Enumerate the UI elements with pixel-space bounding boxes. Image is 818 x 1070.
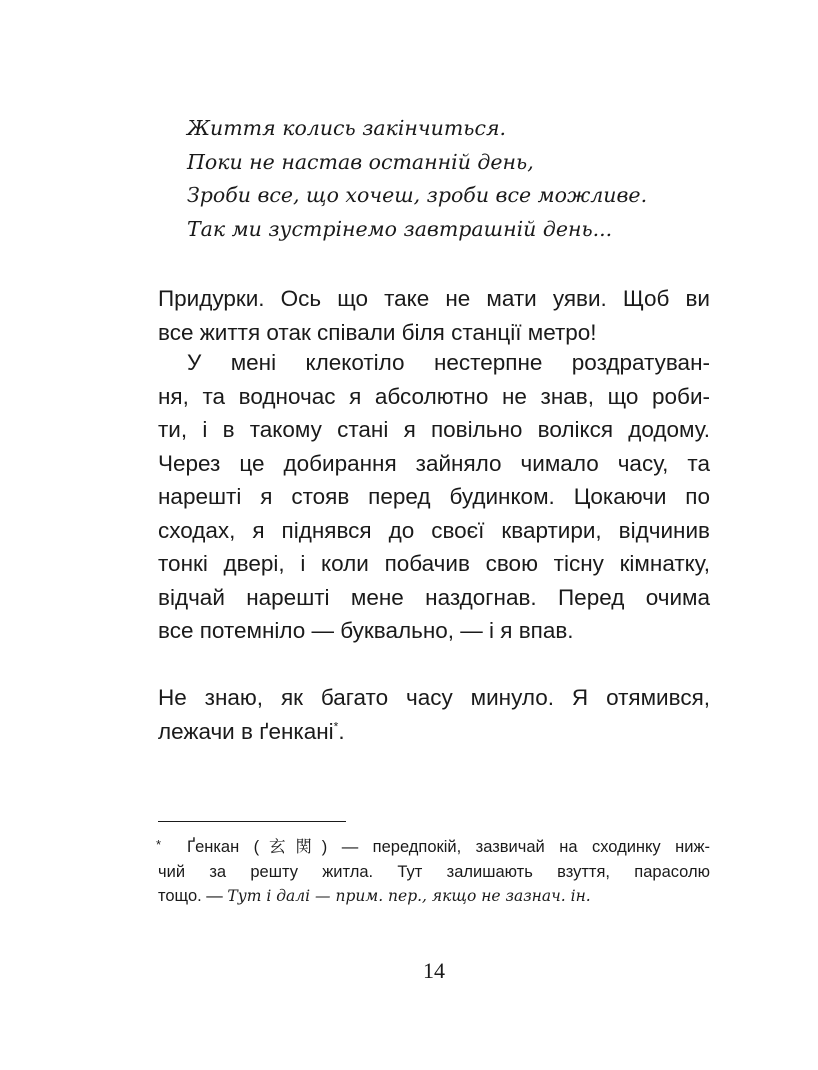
text-line: відчай нарешті мене наздогнав. Перед очима xyxy=(158,584,710,610)
poem-line: Поки не настав останній день, xyxy=(187,149,534,174)
text-segment: . xyxy=(338,718,345,744)
paragraph-3 xyxy=(158,681,710,748)
footnote-line xyxy=(158,884,710,909)
poem-block xyxy=(187,112,647,246)
text-line: сходах, я піднявся до своєї квартири, відчинив xyxy=(158,517,710,543)
footnote-line: чий за решту житла. Тут залишають взуття, парасолю xyxy=(158,862,710,881)
footnote-reference[interactable]: * xyxy=(333,719,339,733)
text-line xyxy=(158,715,710,749)
footnote-marker: * xyxy=(156,837,162,852)
footnote-divider xyxy=(158,821,346,822)
poem-line: Так ми зустрінемо завтрашній день... xyxy=(187,216,613,241)
poem-line: Життя колись закінчиться. xyxy=(187,116,507,140)
text-line: нарешті я стояв перед будинком. Цокаючи по xyxy=(158,484,710,509)
text-line: ти, і в такому стані я повільно волікся додому. xyxy=(158,417,710,442)
text-line: все потемніло — буквально, — і я впав. xyxy=(158,618,574,643)
footnote-line: Ґенкан (玄関) — передпокій, зазвичай на сходинку ниж- xyxy=(187,838,710,856)
text-line: ня, та водночас я абсолютно не знав, що роби- xyxy=(158,383,710,409)
text-line: У мені клекотіло нестерпне роздратуван- xyxy=(187,350,710,375)
text-line: Придурки. Ось що таке не мати уяви. Щоб ви xyxy=(158,286,710,311)
text-line: Через це добирання зайняло чимало часу, та xyxy=(158,450,710,476)
footnote xyxy=(158,835,710,909)
page-number: 14 xyxy=(423,958,445,983)
text-line: тонкі двері, і коли побачив свою тісну кімнатку, xyxy=(158,551,710,576)
poem-line: Зроби все, що хочеш, зроби все можливе. xyxy=(187,183,648,207)
text-line: Не знаю, як багато часу минуло. Я отямився, xyxy=(158,685,710,710)
text-line: все життя отак співали біля станції метро! xyxy=(158,319,597,345)
paragraph-1 xyxy=(158,282,710,349)
text-segment: лежачи в ґенкані xyxy=(158,718,334,744)
paragraph-2 xyxy=(158,346,710,648)
footnote-italic-text: Тут і далі — прим. пер., якщо не зазнач. ін. xyxy=(227,887,591,905)
footnote-text: тощо. — xyxy=(158,887,228,905)
